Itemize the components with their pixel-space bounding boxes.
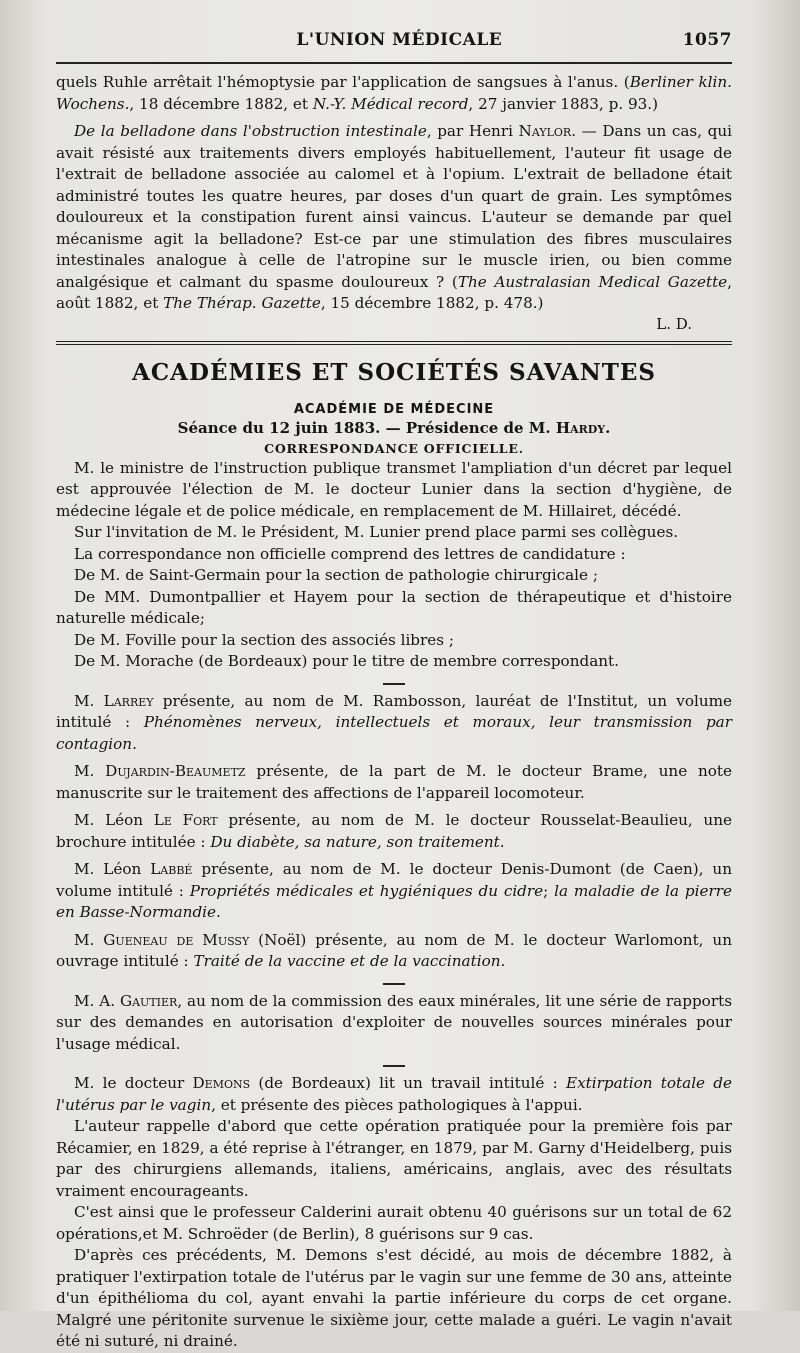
separator-dash [383,983,405,985]
header-rule [56,62,732,64]
running-header [56,30,732,58]
session-line: Séance du 12 juin 1883. — Présidence de M. Hardy. [177,418,611,437]
section-rule-top [56,341,732,342]
correspondence-heading: CORRESPONDANCE OFFICIELLE. [264,440,524,456]
section-rule-bottom [56,344,732,345]
paragraph-cas-demons: D'après ces précédents, M. Demons s'est décidé, au mois de décembre 1882, à pratiquer l'extirpation totale de l'utérus par le vagin sur une femme de 30 ans, atteinte d'un épithélioma du col, ayant envahi la partie inférieure du corps de cet organe. Malgré une péritonite survenue le sixième jour, cette malade a guéri. Le vagin n'avait été ni suturé, ni drainé. [56,1246,732,1350]
paragraph-historique: L'auteur rappelle d'abord que cette opération pratiquée pour la première fois par Récamier, en 1829, a été reprise à l'étranger, en 1879, par M. Garny d'Heidelberg, puis par des chirurgiens allemands, italiens, américains, anglais, avec des résultats vraiment encourageants. [56,1117,732,1200]
paragraph-gueneau: M. Gueneau de Mussy (Noël) présente, au nom de M. le docteur Warlomont, un ouvrage intitulé : Traité de la vaccine et de la vaccination. [56,930,732,970]
candidature-item: De M. de Saint-Germain pour la section de pathologie chirurgicale ; [74,566,598,584]
paragraph-belladone: De la belladone dans l'obstruction intestinale, par Henri Naylor. — Dans un cas, qui avait résisté aux traitements divers employés habituellement, l'auteur fit usage de l'extrait de belladone associée au calomel et à l'opium. L'extrait de belladone était administré toutes les quatre heures, par doses d'un quart de grain. Les symptômes douloureux et la constipation furent ainsi vaincus. L'auteur se demande par quel mécanisme agit la belladone? Est-ce par une stimulation des fibres musculaires intestinales analogue à celle de l'atropine sur le muscle irien, ou bien comme analgésique et calmant du spasme douloureux ? (The Australasian Medical Gazette, août 1882, et The Thérap. Gazette, 15 décembre 1882, p. 478.) [56,122,732,312]
paragraph-calderini: C'est ainsi que le professeur Calderini aurait obtenu 40 guérisons sur un total de 62 opérations,et M. Schroëder (de Berlin), 8 guérisons sur 9 cas. [56,1203,732,1243]
paragraph-ruhle: quels Ruhle arrêtait l'hémoptysie par l'application de sangsues à l'anus. (Berliner klin. Wochens., 18 décembre 1882, et N.-Y. Médical record, 27 janvier 1883, p. 93.) [56,73,733,113]
separator-dash [383,683,405,685]
candidature-item: De M. Morache (de Bordeaux) pour le titre de membre correspondant. [74,652,619,670]
separator-dash [383,1065,405,1067]
paragraph-demons: M. le docteur Demons (de Bordeaux) lit un travail intitulé : Extirpation totale de l'utérus par le vagin, et présente des pièces pathologiques à l'appui. [56,1074,732,1114]
paragraph-invitation: Sur l'invitation de M. le Président, M. Lunier prend place parmi ses collègues. [74,523,679,541]
paragraph-gautier: M. A. Gautier, au nom de la commission des eaux minérales, lit une série de rapports sur des demandes en autorisation d'exploiter de nouvelles sources minérales pour l'usage médical. [56,991,732,1053]
author-signature: L. D. [656,314,692,333]
candidature-item: De MM. Dumontpallier et Hayem pour la section de thérapeutique et d'histoire naturelle médicale; [56,587,732,627]
paragraph-labbe: M. Léon Labbé présente, au nom de M. le docteur Denis-Dumont (de Caen), un volume intitulé : Propriétés médicales et hygiéniques du cidre; la maladie de la pierre en Basse-Normandie. [56,860,732,921]
paragraph-decret: M. le ministre de l'instruction publique transmet l'ampliation d'un décret par lequel est approuvée l'élection de M. le docteur Lunier dans la section d'hygiène, de médecine légale et de police médicale, en remplacement de M. Hillairet, décédé. [56,458,732,520]
academy-title: ACADÉMIE DE MÉDECINE [293,401,495,417]
page-number: 1057 [682,30,732,50]
paragraph-le-fort: M. Léon Le Fort présente, au nom de M. le docteur Rousselat-Beaulieu, une brochure intitulée : Du diabète, sa nature, son traitement. [56,811,732,851]
section-title: ACADÉMIES ET SOCIÉTÉS SAVANTES [132,358,656,386]
candidature-item: De M. Foville pour la section des associés libres ; [74,630,455,649]
paragraph-dujardin: M. Dujardin-Beaumetz présente, de la part de M. le docteur Brame, une note manuscrite sur le traitement des affections de l'appareil locomoteur. [56,762,732,802]
journal-title: L'UNION MÉDICALE [296,30,503,50]
paragraph-larrey: M. Larrey présente, au nom de M. Rambosson, lauréat de l'Institut, un volume intitulé : Phénomènes nerveux, intellectuels et moraux, leur transmission par contagion. [56,691,732,753]
paragraph-candidatures: La correspondance non officielle comprend des lettres de candidature : [74,544,626,563]
